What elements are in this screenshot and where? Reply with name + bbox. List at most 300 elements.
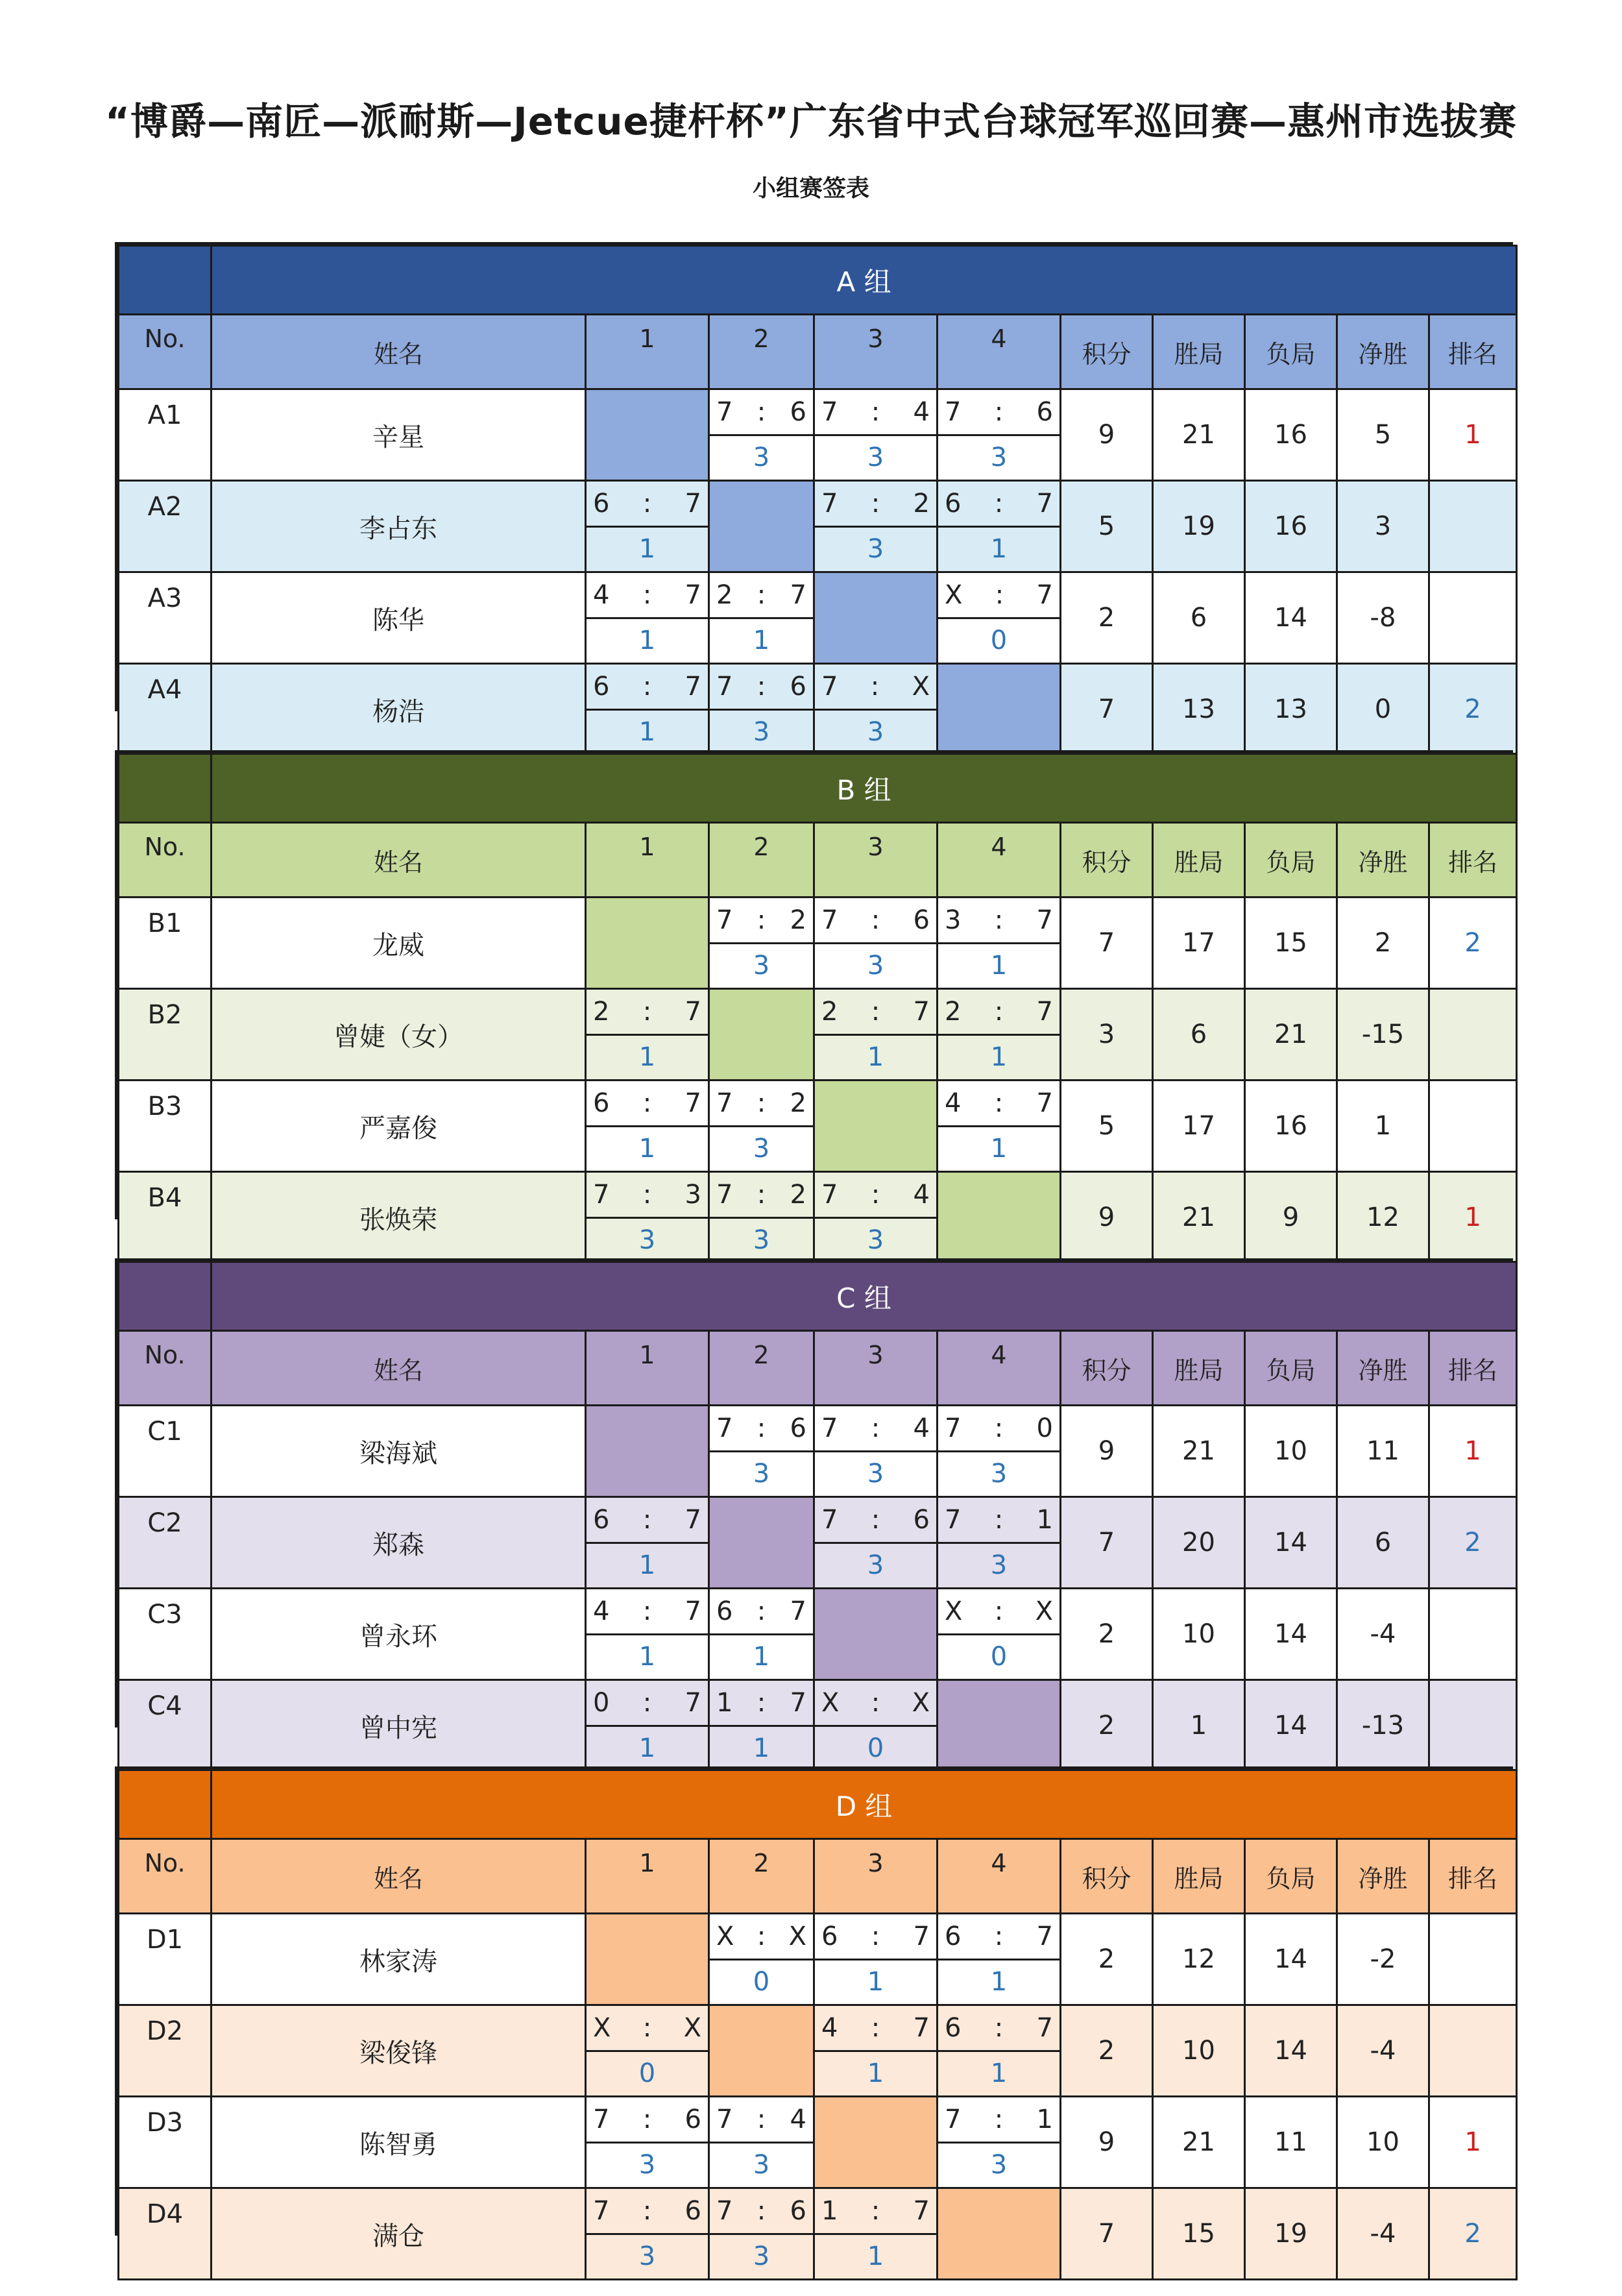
score-box [710, 573, 813, 663]
frames-won: 19 [1153, 481, 1245, 572]
column-header-points: 积分 [1061, 1331, 1153, 1406]
score-part: 7 [684, 1088, 701, 1118]
points-value: 2 [1061, 1589, 1153, 1680]
score-part: 7 [716, 1088, 733, 1118]
score-part: : [871, 2195, 880, 2226]
player-row [119, 1914, 1517, 2005]
frames-won: 13 [1153, 664, 1245, 755]
column-header-lost: 负局 [1245, 823, 1337, 898]
score-part: 7 [684, 1504, 701, 1535]
points-value: 3 [1061, 989, 1153, 1081]
frames-won: 12 [1153, 1914, 1245, 2005]
self-match-cell [814, 2097, 938, 2188]
net-frames: 6 [1337, 1497, 1429, 1589]
frames-won: 21 [1153, 1406, 1245, 1497]
score-part: : [642, 996, 652, 1027]
score-part: : [871, 488, 880, 519]
score-part: X [821, 1687, 840, 1718]
frame-score [587, 1681, 708, 1727]
match-result [709, 1172, 814, 1264]
frames-lost: 14 [1245, 1497, 1337, 1589]
score-part: 1 [1036, 1504, 1053, 1535]
score-part: : [994, 905, 1004, 935]
score-part: : [757, 671, 766, 702]
column-header-no: No. [119, 315, 212, 389]
score-box [938, 1914, 1059, 2004]
score-part: 1 [716, 1687, 733, 1718]
score-part: 2 [790, 1179, 806, 1210]
frame-score [815, 1173, 936, 1219]
match-result [586, 664, 709, 755]
score-part: 7 [1036, 2012, 1053, 2043]
self-match-cell [938, 1172, 1061, 1264]
score-part: 7 [821, 671, 838, 702]
frame-score [587, 1173, 708, 1219]
match-points: 1 [990, 1967, 1008, 1997]
points-value: 9 [1061, 389, 1153, 481]
column-header-c1: 1 [586, 1839, 709, 1914]
match-result [586, 481, 709, 572]
score-part: 0 [1036, 1413, 1053, 1443]
self-match-cell [586, 1406, 709, 1497]
score-part: 1 [1036, 2104, 1053, 2134]
frame-score [938, 1914, 1059, 1960]
score-box [815, 1406, 936, 1496]
frame-score [815, 482, 936, 528]
column-header-c4: 4 [938, 315, 1061, 389]
points-value: 9 [1061, 2097, 1153, 2188]
frames-lost: 11 [1245, 2097, 1337, 2188]
column-header-rank: 排名 [1429, 823, 1517, 898]
net-frames: 0 [1337, 664, 1429, 755]
frame-score [587, 1498, 708, 1544]
score-box [815, 482, 936, 571]
match-points: 1 [638, 1550, 656, 1581]
column-header-no: No. [119, 1839, 212, 1914]
frames-won: 10 [1153, 1589, 1245, 1680]
column-header-c2: 2 [709, 823, 814, 898]
net-frames: -15 [1337, 989, 1429, 1081]
net-frames: 11 [1337, 1406, 1429, 1497]
match-result [586, 1589, 709, 1680]
score-box [938, 2006, 1059, 2095]
match-points: 1 [867, 1042, 884, 1073]
column-header-won: 胜局 [1153, 823, 1245, 898]
score-part: 0 [593, 1687, 610, 1718]
group-grid [117, 753, 1518, 1264]
match-result [938, 481, 1061, 572]
score-box [815, 665, 936, 754]
column-header-c4: 4 [938, 1331, 1061, 1406]
score-part: : [642, 1179, 652, 1210]
score-part: 7 [684, 1687, 701, 1718]
score-part: 7 [684, 1596, 701, 1626]
match-points: 0 [990, 626, 1008, 656]
score-part: : [994, 1921, 1004, 1951]
match-points: 3 [867, 1225, 884, 1256]
column-header-c2: 2 [709, 1331, 814, 1406]
match-result [586, 2005, 709, 2097]
score-box [710, 2097, 813, 2187]
player-row [119, 989, 1517, 1081]
score-box [587, 2006, 708, 2095]
match-result [814, 1172, 938, 1264]
player-name: 满仓 [212, 2188, 586, 2280]
player-name: 龙威 [212, 898, 586, 989]
match-points: 1 [638, 1042, 656, 1073]
frame-score [938, 482, 1059, 528]
score-part: 6 [790, 2195, 806, 2226]
frame-score [587, 1081, 708, 1127]
frames-lost: 14 [1245, 1680, 1337, 1772]
points-value: 9 [1061, 1406, 1153, 1497]
frame-score [815, 2189, 936, 2235]
net-frames: -4 [1337, 2188, 1429, 2280]
match-points: 0 [990, 1642, 1008, 1672]
score-part: 7 [1036, 488, 1053, 519]
player-number: D3 [119, 2097, 212, 2188]
points-value: 7 [1061, 1497, 1153, 1589]
frames-won: 21 [1153, 1172, 1245, 1264]
match-result [586, 2188, 709, 2280]
match-points: 3 [753, 1134, 770, 1164]
score-part: 6 [790, 397, 806, 427]
column-header-won: 胜局 [1153, 1331, 1245, 1406]
net-frames: 12 [1337, 1172, 1429, 1264]
match-result [814, 1497, 938, 1589]
frames-lost: 14 [1245, 1589, 1337, 1680]
frame-score [710, 2097, 813, 2143]
player-name: 梁俊锋 [212, 2005, 586, 2097]
frames-won: 17 [1153, 1081, 1245, 1172]
frames-lost: 14 [1245, 1914, 1337, 2005]
net-frames: -13 [1337, 1680, 1429, 1772]
score-part: 7 [1036, 905, 1053, 935]
score-part: : [870, 671, 880, 702]
net-frames: 3 [1337, 481, 1429, 572]
score-part: : [757, 1921, 766, 1951]
score-box [938, 990, 1059, 1079]
frames-lost: 19 [1245, 2188, 1337, 2280]
score-part: : [871, 397, 880, 427]
score-part: 7 [593, 2104, 610, 2134]
column-header-c3: 3 [814, 823, 938, 898]
score-part: : [757, 1687, 766, 1718]
match-result [709, 1589, 814, 1680]
score-part: : [871, 2012, 880, 2043]
rank-value [1429, 481, 1517, 572]
frame-score [710, 1681, 813, 1727]
player-row [119, 898, 1517, 989]
player-row [119, 481, 1517, 572]
group-title: B 组 [212, 754, 1517, 823]
frame-score [815, 898, 936, 944]
player-name: 辛星 [212, 389, 586, 481]
player-number: B3 [119, 1081, 212, 1172]
match-result [586, 989, 709, 1081]
column-header-c4: 4 [938, 823, 1061, 898]
frame-score [938, 1498, 1059, 1544]
match-points: 3 [990, 2150, 1008, 2180]
score-part: 7 [684, 671, 701, 702]
score-part: 7 [1036, 1088, 1053, 1118]
frame-score [938, 2097, 1059, 2143]
frames-won: 21 [1153, 2097, 1245, 2188]
match-points: 3 [990, 1459, 1008, 1489]
self-match-cell [814, 572, 938, 664]
score-box [815, 1173, 936, 1262]
score-part: : [871, 1179, 880, 1210]
match-points: 1 [638, 717, 656, 748]
frames-won: 6 [1153, 572, 1245, 664]
score-box [815, 1498, 936, 1587]
match-points: 3 [867, 717, 884, 748]
score-box [938, 1498, 1059, 1587]
score-box [710, 1681, 813, 1770]
score-box [938, 482, 1059, 571]
match-result [709, 572, 814, 664]
column-header-name: 姓名 [212, 823, 586, 898]
score-part: : [994, 2012, 1004, 2043]
score-part: 7 [821, 905, 838, 935]
player-row [119, 1172, 1517, 1264]
match-result [814, 1406, 938, 1497]
score-part: 2 [716, 580, 733, 610]
score-box [587, 573, 708, 663]
score-part: 4 [593, 580, 610, 610]
frame-score [938, 2006, 1059, 2052]
match-points: 3 [638, 2241, 656, 2272]
net-frames: -8 [1337, 572, 1429, 664]
net-frames: -4 [1337, 1589, 1429, 1680]
frame-score [815, 1406, 936, 1452]
match-points: 1 [990, 534, 1008, 565]
player-number: C4 [119, 1680, 212, 1772]
group-grid [117, 1769, 1518, 2280]
column-header-name: 姓名 [212, 315, 586, 389]
score-part: 7 [1036, 996, 1053, 1027]
score-part: 2 [913, 488, 930, 519]
self-match-cell [709, 1497, 814, 1589]
player-number: C1 [119, 1406, 212, 1497]
column-header-name: 姓名 [212, 1839, 586, 1914]
frame-score [710, 573, 813, 619]
score-box [710, 1173, 813, 1262]
player-row [119, 1406, 1517, 1497]
player-row [119, 2188, 1517, 2280]
score-box [815, 898, 936, 988]
score-part: : [994, 488, 1004, 519]
frame-score [815, 390, 936, 436]
match-points: 0 [867, 1733, 884, 1764]
net-frames: -2 [1337, 1914, 1429, 2005]
score-box [587, 990, 708, 1079]
match-points: 1 [867, 1967, 884, 1997]
match-result [586, 1081, 709, 1172]
score-part: : [642, 580, 652, 610]
self-match-cell [586, 389, 709, 481]
score-part: : [871, 1687, 880, 1718]
points-value: 2 [1061, 1914, 1153, 2005]
frame-score [938, 1406, 1059, 1452]
score-part: 7 [913, 1921, 930, 1951]
match-points: 1 [638, 1642, 656, 1672]
score-part: 2 [945, 996, 962, 1027]
rank-value [1429, 2005, 1517, 2097]
score-part: 7 [945, 1504, 962, 1535]
score-box [938, 1589, 1059, 1679]
score-part: 7 [821, 1504, 838, 1535]
frame-score [710, 665, 813, 711]
column-header-points: 积分 [1061, 823, 1153, 898]
match-result [938, 989, 1061, 1081]
score-part: X [683, 2012, 701, 2043]
score-part: 4 [913, 1413, 930, 1443]
score-part: X [1035, 1596, 1053, 1626]
score-part: : [757, 2104, 766, 2134]
match-result [814, 1914, 938, 2005]
score-part: : [757, 905, 766, 935]
score-part: : [871, 996, 880, 1027]
match-points: 3 [753, 2241, 770, 2272]
score-part: : [994, 1413, 1004, 1443]
player-name: 曾永环 [212, 1589, 586, 1680]
score-box [710, 898, 813, 988]
score-box [815, 2189, 936, 2278]
score-part: 7 [716, 905, 733, 935]
column-header-rank: 排名 [1429, 315, 1517, 389]
player-name: 陈智勇 [212, 2097, 586, 2188]
frame-score [938, 898, 1059, 944]
player-name: 李占东 [212, 481, 586, 572]
match-result [586, 2097, 709, 2188]
frames-won: 21 [1153, 389, 1245, 481]
match-result [938, 1497, 1061, 1589]
frame-score [815, 1914, 936, 1960]
match-result [814, 664, 938, 755]
score-part: 7 [821, 1413, 838, 1443]
match-result [814, 2188, 938, 2280]
score-part: : [642, 2195, 652, 2226]
group-grid [117, 245, 1518, 756]
score-part: 4 [913, 397, 930, 427]
frame-score [815, 665, 936, 711]
self-match-cell [709, 481, 814, 572]
player-number: B1 [119, 898, 212, 989]
rank-value [1429, 1081, 1517, 1172]
frame-score [587, 665, 708, 711]
score-box [587, 1498, 708, 1587]
match-result [709, 389, 814, 481]
column-header-net: 净胜 [1337, 315, 1429, 389]
score-box [710, 665, 813, 754]
column-header-c1: 1 [586, 823, 709, 898]
score-part: : [642, 1504, 652, 1535]
column-header-rank: 排名 [1429, 1331, 1517, 1406]
score-part: : [642, 1687, 652, 1718]
frames-lost: 14 [1245, 572, 1337, 664]
frame-score [587, 573, 708, 619]
score-box [938, 898, 1059, 988]
group-title: D 组 [212, 1770, 1517, 1839]
score-part: 6 [821, 1921, 838, 1951]
score-part: 6 [593, 1504, 610, 1535]
score-part: : [994, 1504, 1004, 1535]
rank-value: 2 [1429, 898, 1517, 989]
match-points: 3 [867, 443, 884, 473]
match-result [938, 1406, 1061, 1497]
player-number: D2 [119, 2005, 212, 2097]
self-match-cell [938, 1680, 1061, 1772]
frames-won: 20 [1153, 1497, 1245, 1589]
match-result [586, 572, 709, 664]
match-result [938, 572, 1061, 664]
match-points: 1 [638, 1134, 656, 1164]
column-header-net: 净胜 [1337, 1839, 1429, 1914]
player-number: A2 [119, 481, 212, 572]
match-result [709, 898, 814, 989]
score-part: 7 [716, 1413, 733, 1443]
player-name: 严嘉俊 [212, 1081, 586, 1172]
net-frames: 10 [1337, 2097, 1429, 2188]
frames-lost: 21 [1245, 989, 1337, 1081]
match-result [814, 2005, 938, 2097]
column-header-won: 胜局 [1153, 315, 1245, 389]
match-points: 3 [753, 717, 770, 748]
frame-score [815, 1681, 936, 1727]
frame-score [587, 482, 708, 528]
frame-score [710, 1914, 813, 1960]
group-header-corner [119, 754, 212, 823]
column-header-c4: 4 [938, 1839, 1061, 1914]
player-name: 陈华 [212, 572, 586, 664]
rank-value [1429, 1589, 1517, 1680]
score-part: 6 [945, 488, 962, 519]
match-result [814, 389, 938, 481]
score-part: : [871, 1504, 880, 1535]
rank-value [1429, 1914, 1517, 2005]
score-part: 2 [790, 1088, 806, 1118]
score-part: X [593, 2012, 611, 2043]
player-number: D1 [119, 1914, 212, 2005]
match-result [814, 1680, 938, 1772]
frame-score [710, 898, 813, 944]
column-header-points: 积分 [1061, 1839, 1153, 1914]
match-result [586, 1172, 709, 1264]
points-value: 2 [1061, 1680, 1153, 1772]
frame-score [587, 990, 708, 1036]
score-part: X [912, 671, 930, 702]
score-part: 7 [593, 2195, 610, 2226]
page-subtitle: 小组赛签表 [752, 175, 869, 202]
net-frames: 2 [1337, 898, 1429, 989]
score-box [710, 1914, 813, 2004]
frames-lost: 15 [1245, 898, 1337, 989]
player-row [119, 572, 1517, 664]
column-header-no: No. [119, 1331, 212, 1406]
match-result [709, 1406, 814, 1497]
score-part: X [945, 1596, 963, 1626]
frames-won: 10 [1153, 2005, 1245, 2097]
frames-lost: 9 [1245, 1172, 1337, 1264]
score-part: 7 [716, 2104, 733, 2134]
player-number: A4 [119, 664, 212, 755]
column-header-lost: 负局 [1245, 1839, 1337, 1914]
score-box [938, 390, 1059, 480]
self-match-cell [814, 1589, 938, 1680]
rank-value: 2 [1429, 2188, 1517, 2280]
match-points: 1 [990, 1042, 1008, 1073]
